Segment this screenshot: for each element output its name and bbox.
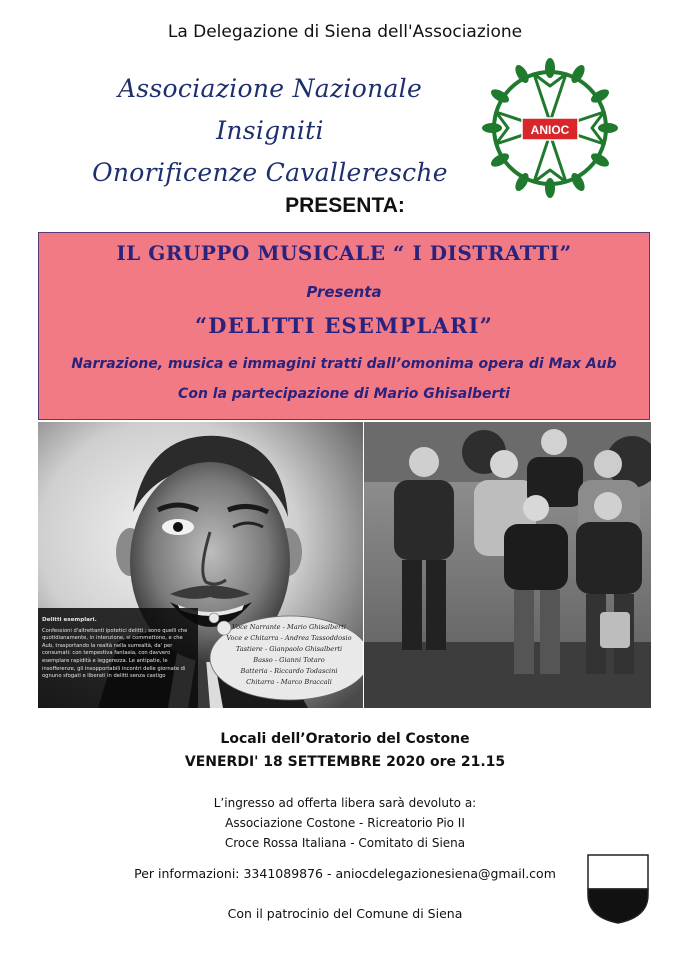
siena-coat-of-arms [586, 853, 650, 925]
band-illustration [364, 422, 651, 708]
show-title: “DELITTI ESEMPLARI” [195, 313, 493, 338]
credit-line: Batteria - Riccardo Todascini [240, 667, 338, 675]
association-name-line2: Onorificenze Cavalleresche [92, 158, 448, 187]
band-group-photo [364, 422, 651, 708]
credit-line: Chitarra - Marco Braccali [246, 678, 332, 686]
program-box [38, 232, 650, 420]
contact-info: Per informazioni: 3341089876 - aniocdelegazionesiena@gmail.com [134, 866, 556, 881]
association-name [70, 68, 470, 194]
beneficiary-2: Croce Rossa Italiana - Comitato di Siena [224, 836, 466, 850]
book-caption-title: Delitti esemplari. [42, 617, 97, 623]
band-title: IL GRUPPO MUSICALE “ I DISTRATTI” [116, 241, 572, 265]
event-date: VENERDI' 18 SETTEMBRE 2020 ore 21.15 [184, 754, 506, 770]
logo-text: ANIOC [530, 123, 570, 137]
delegation-line: La Delegazione di Siena dell'Associazione [167, 22, 523, 42]
credit-line: Voce e Chitarra - Andrea Tassoddosio [226, 634, 352, 642]
sponsor-line: Con il patrocinio del Comune di Siena [227, 906, 463, 921]
donation-info [0, 793, 690, 853]
venue-line: Locali dell’Oratorio del Costone [220, 731, 470, 747]
association-name-line1: Associazione Nazionale Insigniti [117, 74, 423, 145]
credits-bubble [214, 622, 364, 688]
show-description: Narrazione, musica e immagini tratti dall’omonima opera di Max Aub [71, 356, 617, 372]
credit-line: Voce Narrante - Mario Ghisalberti [231, 623, 347, 631]
credit-line: Tastiere - Gianpaolo Ghisalberti [235, 645, 343, 653]
guest-line: Con la partecipazione di Mario Ghisalberti [178, 386, 510, 402]
credit-line: Basso - Gianni Totaro [253, 656, 325, 664]
anioc-logo [478, 56, 622, 200]
donation-intro: L’ingresso ad offerta libera sarà devoluto a: [213, 796, 477, 810]
book-caption-body: Confessioni d'altrettanti ipotetici delitti ; sono quelli che quotidianamente, in intenzione, si commettono, e che Aub, trasportando la realtà nella surrealtà, da' per consumati: con tempestiva fantasia, con davvero esemplare rapidità e leggerezza. Le antipatie, le insofferenze, gli insopportabili incontri delle giornate di ognuno sfogati e liberati in delitti senza castigo [42, 627, 188, 680]
book-caption [42, 617, 192, 681]
beneficiary-1: Associazione Costone - Ricreatorio Pio II [225, 816, 465, 830]
presenta-heading: PRESENTA: [285, 194, 405, 217]
presenta-subheading: Presenta [306, 283, 382, 301]
